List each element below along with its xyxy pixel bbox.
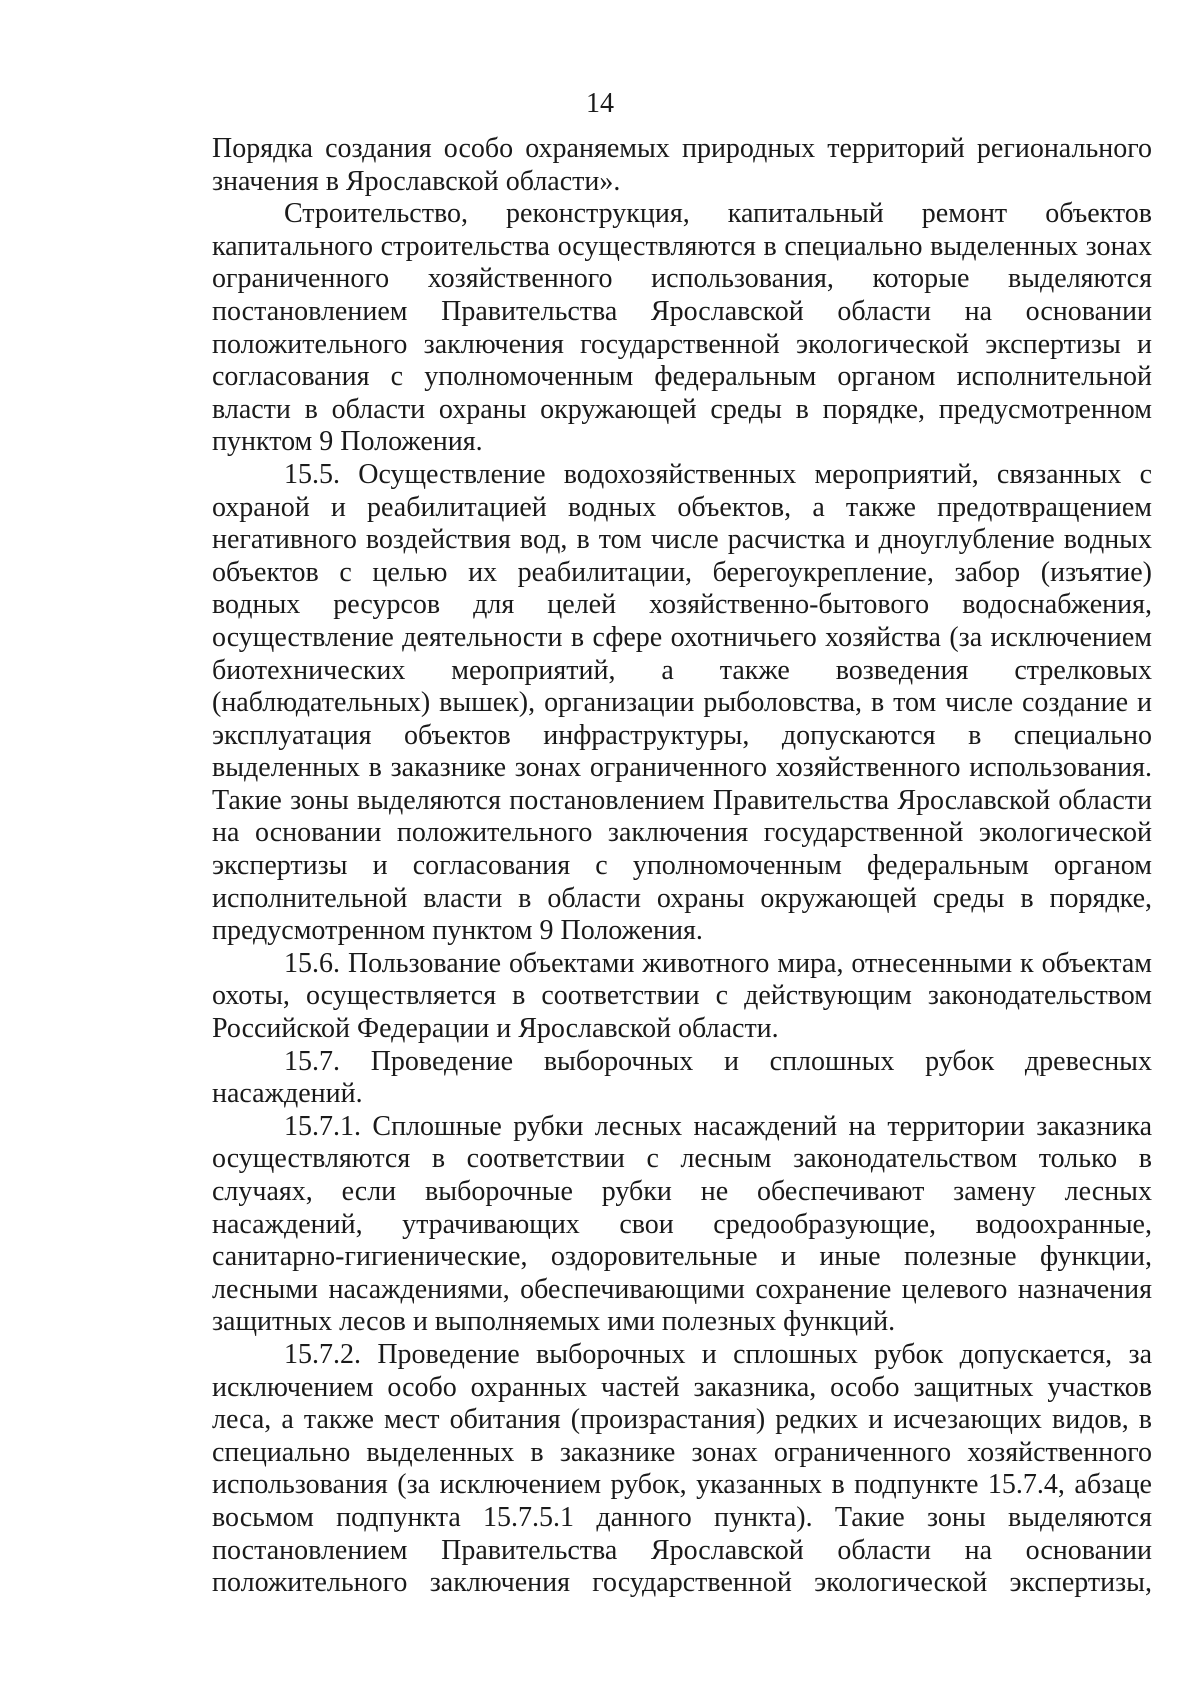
paragraph-construction: Строительство, реконструкция, капитальный ремонт объектов капитального строительства осуществляются в специально выделенных зонах ограниченного хозяйственного использования, которые выделяются постановлением Правительства Ярославской области на основании положительного заключения государственной экологической экспертизы и согласования с уполномоченным федеральным органом исполнительной власти в области охраны окружающей среды в порядке, предусмотренном пунктом 9 Положения. <box>212 198 1152 458</box>
paragraph-15-6: 15.6. Пользование объектами животного мира, отнесенными к объектам охоты, осуществляется в соответствии с действующим законодательством Российской Федерации и Ярославской области. <box>212 947 1152 1045</box>
paragraph-15-7-1: 15.7.1. Сплошные рубки лесных насаждений на территории заказника осуществляются в соответствии с лесным законодательством только в случаях, если выборочные рубки не обеспечивают замену лесных насаждений, утрачивающих свои средообразующие, водоохранные, санитарно-гигиенические, оздоровительные и иные полезные функции, лесными насаждениями, обеспечивающими сохранение целевого назначения защитных лесов и выполняемых ими полезных функций. <box>212 1110 1152 1338</box>
paragraph-15-7: 15.7. Проведение выборочных и сплошных рубок древесных насаждений. <box>212 1045 1152 1110</box>
paragraph-15-7-2: 15.7.2. Проведение выборочных и сплошных рубок допускается, за исключением особо охранных частей заказника, особо защитных участков леса, а также мест обитания (произрастания) редких и исчезающих видов, в специально выделенных в заказнике зонах ограниченного хозяйственного использования (за исключением рубок, указанных в подпункте 15.7.4, абзаце восьмом подпункта 15.7.5.1 данного пункта). Такие зоны выделяются постановлением Правительства Ярославской области на основании положительного заключения государственной экологической экспертизы, <box>212 1338 1152 1599</box>
document-body <box>212 133 1152 1600</box>
paragraph-continuation: Порядка создания особо охраняемых природных территорий регионального значения в Ярославской области». <box>212 133 1152 197</box>
paragraph-15-5: 15.5. Осуществление водохозяйственных мероприятий, связанных с охраной и реабилитацией водных объектов, а также предотвращением негативного воздействия вод, в том числе расчистка и дноуглубление водных объектов с целью их реабилитации, берегоукрепление, забор (изъятие) водных ресурсов для целей хозяйственно-бытового водоснабжения, осуществление деятельности в сфере охотничьего хозяйства (за исключением биотехнических мероприятий, а также возведения стрелковых (наблюдательных) вышек), организации рыболовства, в том числе создание и эксплуатация объектов инфраструктуры, допускаются в специально выделенных в заказнике зонах ограниченного хозяйственного использования. Такие зоны выделяются постановлением Правительства Ярославской области на основании положительного заключения государственной экологической экспертизы и согласования с уполномоченным федеральным органом исполнительной власти в области охраны окружающей среды в порядке, предусмотренном пунктом 9 Положения. <box>212 458 1152 947</box>
page-number: 14 <box>586 88 614 119</box>
